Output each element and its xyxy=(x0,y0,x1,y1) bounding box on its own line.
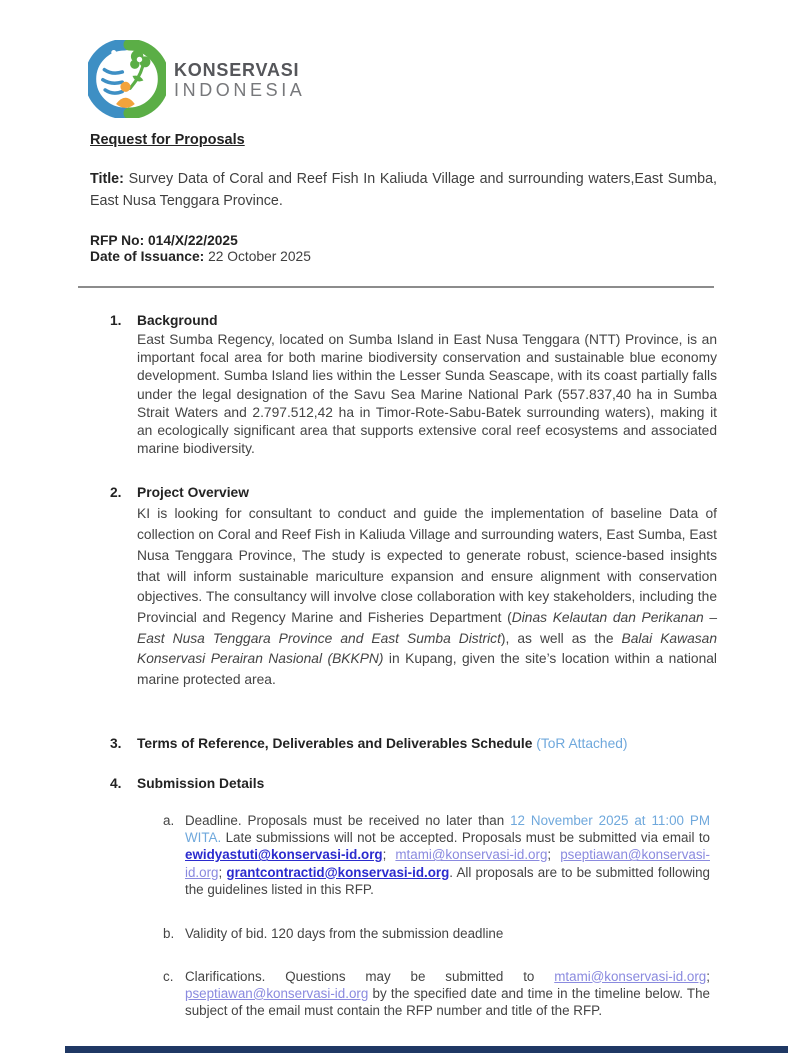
deadline-text: Deadline. Proposals must be received no later than xyxy=(185,812,511,828)
clarifications-text: by the specified date and time in the timeline below. The subject of the email must contain the RFP number and title of the RFP. xyxy=(185,985,710,1019)
section-body xyxy=(137,735,717,753)
section-tor xyxy=(110,735,717,753)
issuance-date-value: 22 October 2025 xyxy=(204,249,311,264)
section-body xyxy=(137,484,717,690)
horizontal-divider xyxy=(78,286,714,288)
email-link[interactable]: mtami@konservasi-id.org xyxy=(554,968,707,984)
section-number: 2. xyxy=(110,485,122,501)
deadline-paragraph xyxy=(185,812,710,898)
section-body xyxy=(137,312,717,458)
submission-item-a xyxy=(163,812,710,898)
section-number: 1. xyxy=(110,313,122,328)
background-paragraph: East Sumba Regency, located on Sumba Island in East Nusa Tenggara (NTT) Province, is an important focal area for both marine biodiversity conservation and sustainable blue economy development. Sumba Island lies within the Lesser Sunda Seascape, with its coast partially falls under the legal designation of the Savu Sea Marine National Park (557.837,40 ha in Sumba Strait Waters and 2.797.512,42 ha in Timor-Rote-Sabu-Batek surrounding waters), making it an ecologically significant area that supports extensive coral reef ecosystems and associated marine biodiversity. xyxy=(137,332,717,457)
clarifications-text: Clarifications. Questions may be submitted to xyxy=(185,968,555,984)
brand-header xyxy=(88,40,810,118)
agency-name-italic: Balai Kawasan Konservasi Perairan Nasional (BKKPN) xyxy=(137,630,717,667)
logo-wordmark-line1: KONSERVASI xyxy=(174,60,300,81)
rfp-number-value: 014/X/22/2025 xyxy=(148,233,238,248)
issuance-date-line xyxy=(90,249,717,265)
request-for-proposals-heading: Request for Proposals xyxy=(90,132,245,148)
issuance-date-label: Date of Issuance: xyxy=(90,249,205,264)
section-submission-details xyxy=(110,775,717,793)
clarifications-paragraph xyxy=(185,968,710,1020)
validity-paragraph: Validity of bid. 120 days from the submission deadline xyxy=(185,926,504,942)
logo-wordmark xyxy=(174,57,305,101)
title-paragraph xyxy=(90,168,717,212)
tor-attached-link[interactable]: (ToR Attached) xyxy=(536,735,628,751)
title-text: Survey Data of Coral and Reef Fish In Kaliuda Village and surrounding waters,East Sumba, East Nusa Tenggara Province. xyxy=(90,171,717,209)
separator: ; xyxy=(547,847,561,863)
deadline-date: 12 November 2025 at 11:00 PM WITA. xyxy=(185,812,710,846)
item-letter: c. xyxy=(163,968,174,984)
agency-name-italic: Dinas Kelautan dan Perikanan – East Nusa Tenggara Province and East Sumba District xyxy=(137,609,717,646)
separator: ; xyxy=(382,847,396,863)
section-number: 3. xyxy=(110,735,122,751)
overview-text: in Kupang, given the site’s location within a national marine protected area. xyxy=(137,651,717,688)
section-project-overview xyxy=(110,484,717,690)
email-link[interactable]: ewidyastuti@konservasi-id.org xyxy=(185,847,383,863)
section-heading: Background xyxy=(137,313,218,328)
rfp-number-label: RFP No: xyxy=(90,233,148,248)
separator: ; xyxy=(706,968,710,984)
cutoff-table-header-edge xyxy=(65,1046,788,1053)
email-link[interactable]: grantcontractid@konservasi-id.org xyxy=(226,864,450,880)
logo-wordmark-line2: INDONESIA xyxy=(174,80,306,100)
section-number: 4. xyxy=(110,775,122,791)
section-background xyxy=(110,312,717,458)
document-meta xyxy=(90,233,717,265)
section-body xyxy=(137,775,717,793)
item-letter: b. xyxy=(163,926,175,942)
section-heading xyxy=(137,735,717,753)
rfp-number-line xyxy=(90,233,717,249)
separator: ; xyxy=(218,864,227,880)
email-link[interactable]: pseptiawan@konservasi-id.org xyxy=(185,985,369,1001)
deadline-text: . All proposals are to be submitted following the guidelines listed in this RFP. xyxy=(185,864,710,897)
tor-heading-text: Terms of Reference, Deliverables and Deliverables Schedule xyxy=(137,735,537,751)
section-heading: Submission Details xyxy=(137,775,265,791)
title-label: Title: xyxy=(90,171,124,187)
email-link[interactable]: pseptiawan@konservasi-id.org xyxy=(185,847,710,880)
overview-text: ), as well as the xyxy=(500,630,622,646)
submission-item-c xyxy=(163,968,710,1020)
konservasi-indonesia-logo-icon xyxy=(88,40,166,118)
deadline-text: Late submissions will not be accepted. Proposals must be submitted via email to xyxy=(221,830,710,846)
submission-item-b xyxy=(163,925,710,942)
email-link[interactable]: mtami@konservasi-id.org xyxy=(395,847,548,863)
plant-icon xyxy=(129,45,163,114)
section-heading: Project Overview xyxy=(137,485,249,501)
overview-text: KI is looking for consultant to conduct and guide the implementation of baseline Data of collection on Coral and Reef Fish in Kaliuda Village and surrounding waters, East Sumba, East Nusa Tenggara Province, The study is expected to generate robust, science-based insights that will inform sustainable mariculture expansion and ensure alignment with conservation objectives. The consultancy will involve close collaboration with key stakeholders, including the Provincial and Regency Marine and Fisheries Department ( xyxy=(137,506,717,625)
project-overview-paragraph xyxy=(137,504,717,690)
item-letter: a. xyxy=(163,812,175,828)
